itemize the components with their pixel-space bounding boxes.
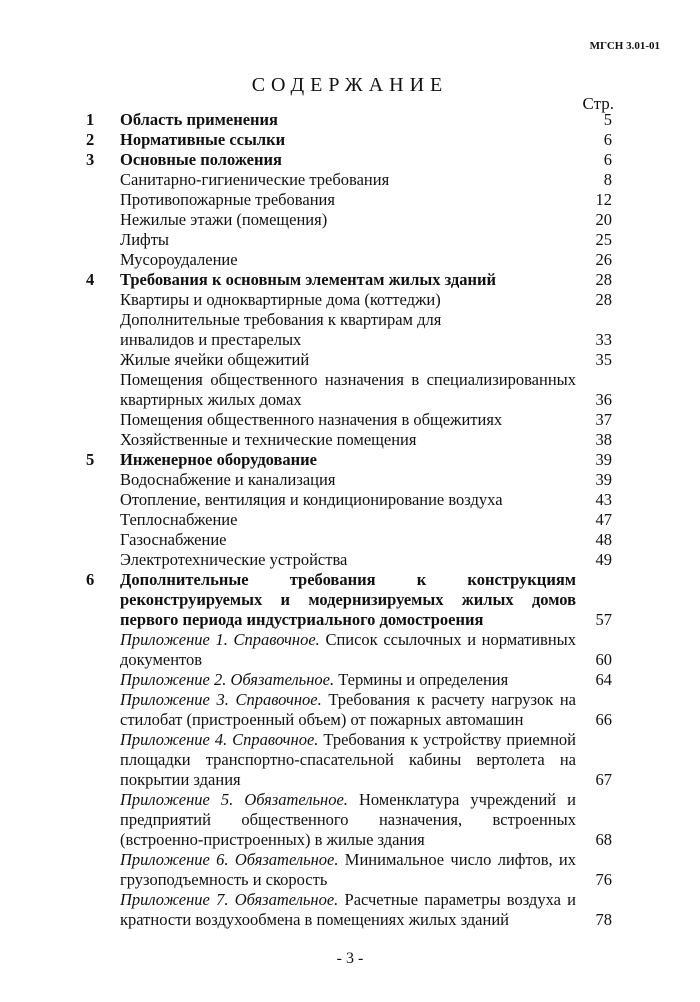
toc-subsection[interactable] <box>86 470 612 490</box>
appendix-label: Приложение 4. <box>120 730 228 749</box>
section-number: 3 <box>86 150 95 169</box>
appendix-label: Приложение 3. <box>120 690 229 709</box>
subsection-title: Квартиры и одноквартирные дома (коттеджи) <box>120 290 441 309</box>
toc-appendix-2[interactable] <box>86 670 612 690</box>
toc-appendix-7[interactable] <box>86 890 612 930</box>
toc-subsection[interactable] <box>86 530 612 550</box>
appendix-kind: Обязательное. <box>234 850 339 869</box>
toc-subsection[interactable] <box>86 170 612 190</box>
toc-subsection[interactable] <box>86 290 612 310</box>
toc-appendix-4[interactable] <box>86 730 612 790</box>
toc-subsection[interactable] <box>86 410 612 430</box>
appendix-text: Номенклатура учреждений и предприятий общественного назначения, встроенных (встроенно-пристроенных) в жилые здания <box>120 790 576 849</box>
page-number: 28 <box>595 290 612 309</box>
toc-subsection[interactable] <box>86 210 612 230</box>
toc-section-6[interactable] <box>86 570 612 630</box>
subsection-title: Помещения общественного назначения в специализированных квартирных жилых домах <box>120 370 576 409</box>
section-title: Нормативные ссылки <box>120 130 286 149</box>
section-number: 1 <box>86 110 95 129</box>
toc-subsection[interactable] <box>86 230 612 250</box>
section-title: Область применения <box>120 110 278 129</box>
section-number: 6 <box>86 570 95 589</box>
appendix-label: Приложение 5. <box>120 790 234 809</box>
appendix-title <box>120 630 612 670</box>
page-number: 26 <box>595 250 612 269</box>
section-number: 2 <box>86 130 95 149</box>
toc-section-5[interactable] <box>86 450 612 470</box>
page-number: 37 <box>595 410 612 429</box>
page-column-header: Стр. <box>582 94 614 113</box>
page-number: 39 <box>595 450 612 469</box>
page-number: 68 <box>595 830 612 849</box>
page-number: 47 <box>595 510 612 529</box>
appendix-text: Минимальное число лифтов, их грузоподъемность и скорость <box>120 850 577 889</box>
appendix-title <box>120 670 612 690</box>
toc-subsection[interactable] <box>86 490 612 510</box>
toc-section-1[interactable] <box>86 110 612 130</box>
subsection-title: Помещения общественного назначения в общежитиях <box>120 410 503 429</box>
appendix-text: Расчетные параметры воздуха и кратности воздухообмена в помещениях жилых зданий <box>120 890 576 929</box>
page-number: 8 <box>603 170 612 189</box>
page-number: 36 <box>595 390 612 409</box>
page-number: 64 <box>595 670 612 689</box>
appendix-label: Приложение 6. <box>120 850 229 869</box>
page-number: 48 <box>595 530 612 549</box>
page-number: 25 <box>595 230 612 249</box>
appendix-label: Приложение 2. <box>120 670 227 689</box>
page-number: 66 <box>595 710 612 729</box>
section-title: Основные положения <box>120 150 282 169</box>
appendix-text: Требования к расчету нагрузок на стилобат (пристроенный объем) от пожарных автомашин <box>120 690 576 729</box>
toc-subsection[interactable] <box>86 250 612 270</box>
subsection-title: Дополнительные требования к квартирам для инвалидов и престарелых <box>120 310 442 349</box>
toc-section-2[interactable] <box>86 130 612 150</box>
appendix-kind: Обязательное. <box>234 890 339 909</box>
toc-subsection[interactable] <box>86 370 612 410</box>
toc-appendix-1[interactable] <box>86 630 612 670</box>
page-number: 78 <box>595 910 612 929</box>
appendix-label: Приложение 7. <box>120 890 229 909</box>
toc-subsection[interactable] <box>86 510 612 530</box>
page-number: 5 <box>603 110 612 129</box>
page-number: 43 <box>595 490 612 509</box>
page-number: 6 <box>603 150 612 169</box>
toc-section-3[interactable] <box>86 150 612 170</box>
subsection-title: Противопожарные требования <box>120 190 335 209</box>
page-number: 6 <box>603 130 612 149</box>
page-number: 76 <box>595 870 612 889</box>
appendix-title <box>120 890 612 930</box>
section-number: 5 <box>86 450 95 469</box>
appendix-title <box>120 730 612 790</box>
page-number: 67 <box>595 770 612 789</box>
appendix-kind: Справочное. <box>233 630 320 649</box>
page-number: 60 <box>595 650 612 669</box>
subsection-title: Нежилые этажи (помещения) <box>120 210 328 229</box>
page-number: 39 <box>595 470 612 489</box>
subsection-title: Санитарно-гигиенические требования <box>120 170 390 189</box>
page-number: 28 <box>595 270 612 289</box>
subsection-title: Мусороудаление <box>120 250 238 269</box>
page-number: 57 <box>595 610 612 629</box>
subsection-title: Газоснабжение <box>120 530 227 549</box>
appendix-label: Приложение 1. <box>120 630 228 649</box>
section-title: Инженерное оборудование <box>120 450 318 469</box>
section-title: Дополнительные требования к конструкциям реконструируемых и модернизируемых жилых домов первого периода индустриального домостроения <box>120 570 576 629</box>
page-number: 35 <box>595 350 612 369</box>
subsection-title: Лифты <box>120 230 170 249</box>
toc-title: СОДЕРЖАНИЕ <box>251 74 449 96</box>
page-number: 12 <box>595 190 612 209</box>
toc-appendix-3[interactable] <box>86 690 612 730</box>
page-number: 38 <box>595 430 612 449</box>
toc-subsection[interactable] <box>86 550 612 570</box>
toc-subsection[interactable] <box>86 190 612 210</box>
section-number: 4 <box>86 270 95 289</box>
subsection-title: Отопление, вентиляция и кондиционирование воздуха <box>120 490 503 509</box>
appendix-kind: Обязательное. <box>230 670 335 689</box>
appendix-text: Список ссылочных и нормативных документов <box>120 630 576 669</box>
subsection-title: Теплоснабжение <box>120 510 238 529</box>
toc-section-4[interactable] <box>86 270 612 290</box>
section-title: Требования к основным элементам жилых зданий <box>120 270 497 289</box>
toc-subsection[interactable] <box>86 350 612 370</box>
appendix-title <box>120 790 612 850</box>
appendix-text: Требования к устройству приемной площадки транспортно-спасательной кабины вертолета на покрытии здания <box>120 730 576 789</box>
appendix-kind: Справочное. <box>235 690 322 709</box>
page-number: 20 <box>595 210 612 229</box>
subsection-title: Электротехнические устройства <box>120 550 348 569</box>
appendix-title <box>120 690 612 730</box>
appendix-text: Термины и определения <box>338 670 509 689</box>
subsection-title: Водоснабжение и канализация <box>120 470 336 489</box>
table-of-contents <box>86 110 612 930</box>
appendix-kind: Справочное. <box>232 730 319 749</box>
toc-appendix-5[interactable] <box>86 790 612 850</box>
appendix-title <box>120 850 612 890</box>
toc-subsection[interactable] <box>86 430 612 450</box>
subsection-title: Жилые ячейки общежитий <box>120 350 310 369</box>
page-number: 33 <box>595 330 612 349</box>
appendix-kind: Обязательное. <box>244 790 348 809</box>
toc-subsection[interactable] <box>86 310 612 350</box>
page-number: 49 <box>595 550 612 569</box>
document-code: МГСН 3.01-01 <box>589 40 660 52</box>
toc-appendix-6[interactable] <box>86 850 612 890</box>
subsection-title: Хозяйственные и технические помещения <box>120 430 417 449</box>
page-number-footer: - 3 - <box>336 950 364 967</box>
